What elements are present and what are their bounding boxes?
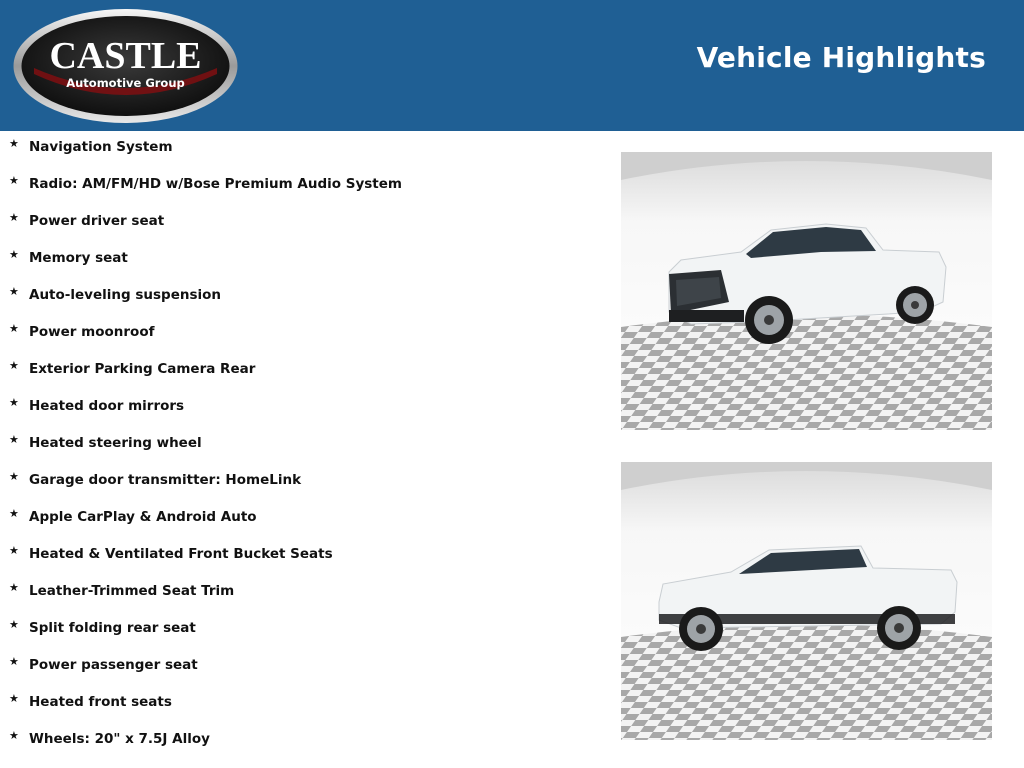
feature-item xyxy=(0,649,600,686)
feature-label: Split folding rear seat xyxy=(29,620,196,636)
feature-item xyxy=(0,427,600,464)
feature-label: Wheels: 20" x 7.5J Alloy xyxy=(29,731,210,747)
feature-label: Heated front seats xyxy=(29,694,172,710)
star-icon: ★ xyxy=(9,507,19,520)
star-icon: ★ xyxy=(9,359,19,372)
vehicle-photo-side[interactable] xyxy=(621,462,992,740)
feature-item xyxy=(0,464,600,501)
star-icon: ★ xyxy=(9,581,19,594)
vehicle-photo-front[interactable] xyxy=(621,152,992,430)
page-title: Vehicle Highlights xyxy=(696,41,986,74)
feature-item xyxy=(0,723,600,760)
feature-label: Heated steering wheel xyxy=(29,435,202,451)
header-band xyxy=(0,0,1024,131)
feature-item xyxy=(0,575,600,612)
star-icon: ★ xyxy=(9,655,19,668)
feature-label: Navigation System xyxy=(29,139,173,155)
star-icon: ★ xyxy=(9,285,19,298)
feature-label: Garage door transmitter: HomeLink xyxy=(29,472,302,488)
feature-item xyxy=(0,168,600,205)
feature-label: Power passenger seat xyxy=(29,657,198,673)
feature-label: Power driver seat xyxy=(29,213,165,229)
star-icon: ★ xyxy=(9,729,19,742)
logo-wordmark: CASTLE xyxy=(49,35,202,77)
feature-item xyxy=(0,242,600,279)
feature-item xyxy=(0,131,600,168)
feature-item xyxy=(0,686,600,723)
star-icon: ★ xyxy=(9,248,19,261)
star-icon: ★ xyxy=(9,544,19,557)
castle-logo[interactable] xyxy=(12,8,239,124)
star-icon: ★ xyxy=(9,322,19,335)
feature-item xyxy=(0,353,600,390)
feature-label: Radio: AM/FM/HD w/Bose Premium Audio System xyxy=(29,176,402,192)
star-icon: ★ xyxy=(9,174,19,187)
feature-item xyxy=(0,205,600,242)
feature-label: Power moonroof xyxy=(29,324,155,340)
star-icon: ★ xyxy=(9,137,19,150)
feature-label: Heated & Ventilated Front Bucket Seats xyxy=(29,546,333,562)
star-icon: ★ xyxy=(9,211,19,224)
feature-item xyxy=(0,612,600,649)
feature-item xyxy=(0,390,600,427)
feature-label: Apple CarPlay & Android Auto xyxy=(29,509,257,525)
feature-label: Heated door mirrors xyxy=(29,398,185,414)
feature-item xyxy=(0,316,600,353)
star-icon: ★ xyxy=(9,692,19,705)
feature-item xyxy=(0,279,600,316)
feature-list xyxy=(0,131,600,760)
logo-subtitle: Automotive Group xyxy=(66,76,185,90)
feature-label: Auto-leveling suspension xyxy=(29,287,222,303)
star-icon: ★ xyxy=(9,433,19,446)
feature-item xyxy=(0,501,600,538)
star-icon: ★ xyxy=(9,470,19,483)
feature-label: Leather-Trimmed Seat Trim xyxy=(29,583,235,599)
star-icon: ★ xyxy=(9,618,19,631)
feature-item xyxy=(0,538,600,575)
feature-label: Exterior Parking Camera Rear xyxy=(29,361,256,377)
feature-label: Memory seat xyxy=(29,250,128,266)
star-icon: ★ xyxy=(9,396,19,409)
